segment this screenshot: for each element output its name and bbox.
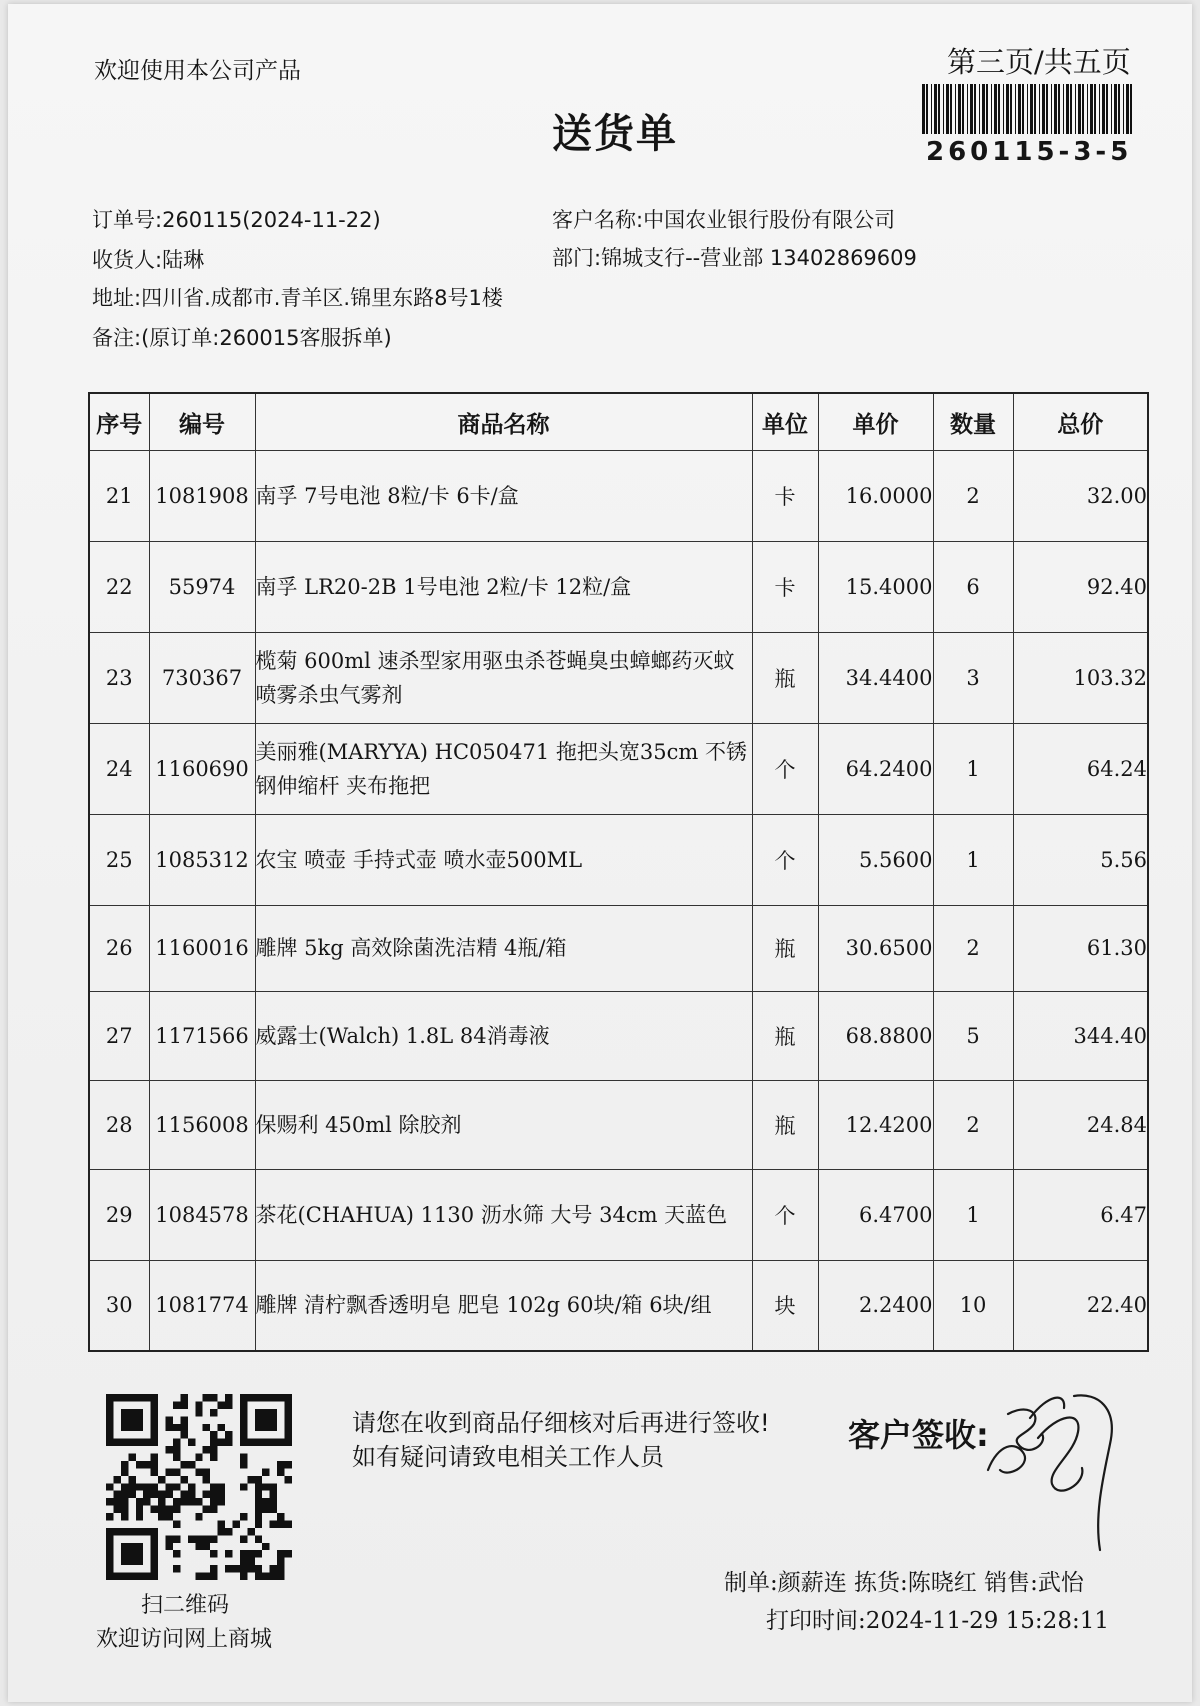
order-number-label: 订单号: — [92, 208, 163, 232]
row-total: 22.40 — [1013, 1260, 1148, 1351]
row-total: 32.00 — [1013, 451, 1148, 542]
column-header-qty: 数量 — [933, 393, 1013, 451]
address-value: 四川省.成都市.青羊区.锦里东路8号1楼 — [141, 286, 503, 310]
column-header-price: 单价 — [818, 393, 933, 451]
row-unit: 卡 — [752, 541, 818, 632]
qr-caption-scan: 扫二维码 — [141, 1593, 230, 1618]
column-header-total: 总价 — [1013, 393, 1148, 451]
table-row — [89, 451, 1148, 542]
table-row — [89, 814, 1148, 905]
table-row — [89, 541, 1148, 632]
row-unit: 瓶 — [752, 905, 818, 992]
row-unit: 瓶 — [752, 1080, 818, 1169]
row-total: 92.40 — [1013, 541, 1148, 632]
table-row — [89, 992, 1148, 1081]
customer-sign-label: 客户签收: — [848, 1416, 989, 1454]
row-product-name: 威露士(Walch) 1.8L 84消毒液 — [255, 992, 752, 1081]
row-seq: 28 — [89, 1080, 149, 1169]
table-row — [89, 1080, 1148, 1169]
barcode-image — [920, 84, 1138, 134]
remark — [92, 322, 392, 352]
table-row — [89, 632, 1148, 723]
row-total: 103.32 — [1013, 632, 1148, 723]
row-seq: 22 — [89, 541, 149, 632]
receiver-label: 收货人: — [92, 248, 163, 272]
row-product-name: 南孚 7号电池 8粒/卡 6卡/盒 — [255, 451, 752, 542]
row-quantity: 2 — [933, 1080, 1013, 1169]
row-code: 730367 — [149, 632, 255, 723]
row-unit-price: 15.4000 — [818, 541, 933, 632]
row-product-name: 南孚 LR20-2B 1号电池 2粒/卡 12粒/盒 — [255, 541, 752, 632]
row-code: 1160690 — [149, 723, 255, 814]
row-product-name: 农宝 喷壶 手持式壶 喷水壶500ML — [255, 814, 752, 905]
row-code: 55974 — [149, 541, 255, 632]
column-header-name: 商品名称 — [255, 393, 752, 451]
row-total: 61.30 — [1013, 905, 1148, 992]
row-unit-price: 64.2400 — [818, 723, 933, 814]
barcode-number: 260115-3-5 — [926, 137, 1133, 167]
qr-code[interactable] — [106, 1394, 292, 1580]
row-product-name: 雕牌 5kg 高效除菌洗洁精 4瓶/箱 — [255, 905, 752, 992]
row-product-name: 雕牌 清柠飘香透明皂 肥皂 102g 60块/箱 6块/组 — [255, 1260, 752, 1351]
table-row — [89, 723, 1148, 814]
row-unit-price: 68.8800 — [818, 992, 933, 1081]
order-number — [92, 204, 381, 234]
row-quantity: 1 — [933, 814, 1013, 905]
row-code: 1085312 — [149, 814, 255, 905]
row-quantity: 10 — [933, 1260, 1013, 1351]
address — [92, 282, 503, 312]
receiver — [92, 244, 204, 274]
row-unit: 瓶 — [752, 632, 818, 723]
handwritten-signature — [978, 1374, 1128, 1554]
row-quantity: 6 — [933, 541, 1013, 632]
row-product-name: 茶花(CHAHUA) 1130 沥水筛 大号 34cm 天蓝色 — [255, 1169, 752, 1260]
row-unit: 卡 — [752, 451, 818, 542]
receipt-notice: 请您在收到商品仔细核对后再进行签收!如有疑问请致电相关工作人员 — [352, 1409, 770, 1471]
delivery-note-page — [8, 4, 1192, 1702]
row-total: 344.40 — [1013, 992, 1148, 1081]
order-number-value: 260115(2024-11-22) — [162, 208, 381, 232]
row-code: 1156008 — [149, 1080, 255, 1169]
row-unit-price: 16.0000 — [818, 451, 933, 542]
row-seq: 25 — [89, 814, 149, 905]
row-unit-price: 12.4200 — [818, 1080, 933, 1169]
row-total: 5.56 — [1013, 814, 1148, 905]
row-total: 6.47 — [1013, 1169, 1148, 1260]
row-unit: 个 — [752, 723, 818, 814]
department-value: 锦城支行--营业部 13402869609 — [601, 246, 917, 270]
customer-value: 中国农业银行股份有限公司 — [643, 208, 896, 232]
row-seq: 29 — [89, 1169, 149, 1260]
row-unit-price: 5.5600 — [818, 814, 933, 905]
column-header-unit: 单位 — [752, 393, 818, 451]
items-table — [88, 392, 1149, 1352]
row-seq: 26 — [89, 905, 149, 992]
table-row — [89, 1260, 1148, 1351]
row-unit: 个 — [752, 1169, 818, 1260]
row-seq: 23 — [89, 632, 149, 723]
row-code: 1171566 — [149, 992, 255, 1081]
row-seq: 24 — [89, 723, 149, 814]
row-total: 64.24 — [1013, 723, 1148, 814]
row-quantity: 3 — [933, 632, 1013, 723]
table-row — [89, 905, 1148, 992]
row-quantity: 2 — [933, 905, 1013, 992]
row-code: 1084578 — [149, 1169, 255, 1260]
row-code: 1081774 — [149, 1260, 255, 1351]
row-code: 1160016 — [149, 905, 255, 992]
remark-value: (原订单:260015客服拆单) — [141, 326, 392, 350]
row-product-name: 美丽雅(MARYYA) HC050471 拖把头宽35cm 不锈钢伸缩杆 夹布拖把 — [255, 723, 752, 814]
table-row — [89, 1169, 1148, 1260]
department — [552, 242, 917, 272]
print-time: 打印时间:2024-11-29 15:28:11 — [766, 1608, 1109, 1634]
document-title: 送货单 — [552, 110, 678, 157]
row-unit-price: 2.2400 — [818, 1260, 933, 1351]
receiver-value: 陆琳 — [162, 248, 205, 272]
remark-label: 备注: — [92, 326, 142, 350]
table-header-row — [89, 393, 1148, 451]
column-header-code: 编号 — [149, 393, 255, 451]
row-quantity: 1 — [933, 723, 1013, 814]
row-seq: 27 — [89, 992, 149, 1081]
department-label: 部门: — [552, 246, 602, 270]
column-header-seq: 序号 — [89, 393, 149, 451]
row-quantity: 1 — [933, 1169, 1013, 1260]
row-unit-price: 30.6500 — [818, 905, 933, 992]
customer-name — [552, 204, 895, 234]
row-code: 1081908 — [149, 451, 255, 542]
qr-caption-visit: 欢迎访问网上商城 — [96, 1627, 273, 1652]
staff-info: 制单:颜薪连 拣货:陈晓红 销售:武怡 — [724, 1570, 1084, 1596]
row-unit-price: 6.4700 — [818, 1169, 933, 1260]
row-quantity: 5 — [933, 992, 1013, 1081]
row-unit: 个 — [752, 814, 818, 905]
row-seq: 21 — [89, 451, 149, 542]
row-product-name: 保赐利 450ml 除胶剂 — [255, 1080, 752, 1169]
row-unit: 块 — [752, 1260, 818, 1351]
welcome-text: 欢迎使用本公司产品 — [94, 58, 301, 84]
row-unit: 瓶 — [752, 992, 818, 1081]
row-seq: 30 — [89, 1260, 149, 1351]
row-quantity: 2 — [933, 451, 1013, 542]
row-unit-price: 34.4400 — [818, 632, 933, 723]
customer-label: 客户名称: — [552, 208, 644, 232]
address-label: 地址: — [92, 286, 142, 310]
row-product-name: 榄菊 600ml 速杀型家用驱虫杀苍蝇臭虫蟑螂药灭蚊喷雾杀虫气雾剂 — [255, 632, 752, 723]
page-indicator: 第三页/共五页 — [947, 45, 1131, 79]
row-total: 24.84 — [1013, 1080, 1148, 1169]
